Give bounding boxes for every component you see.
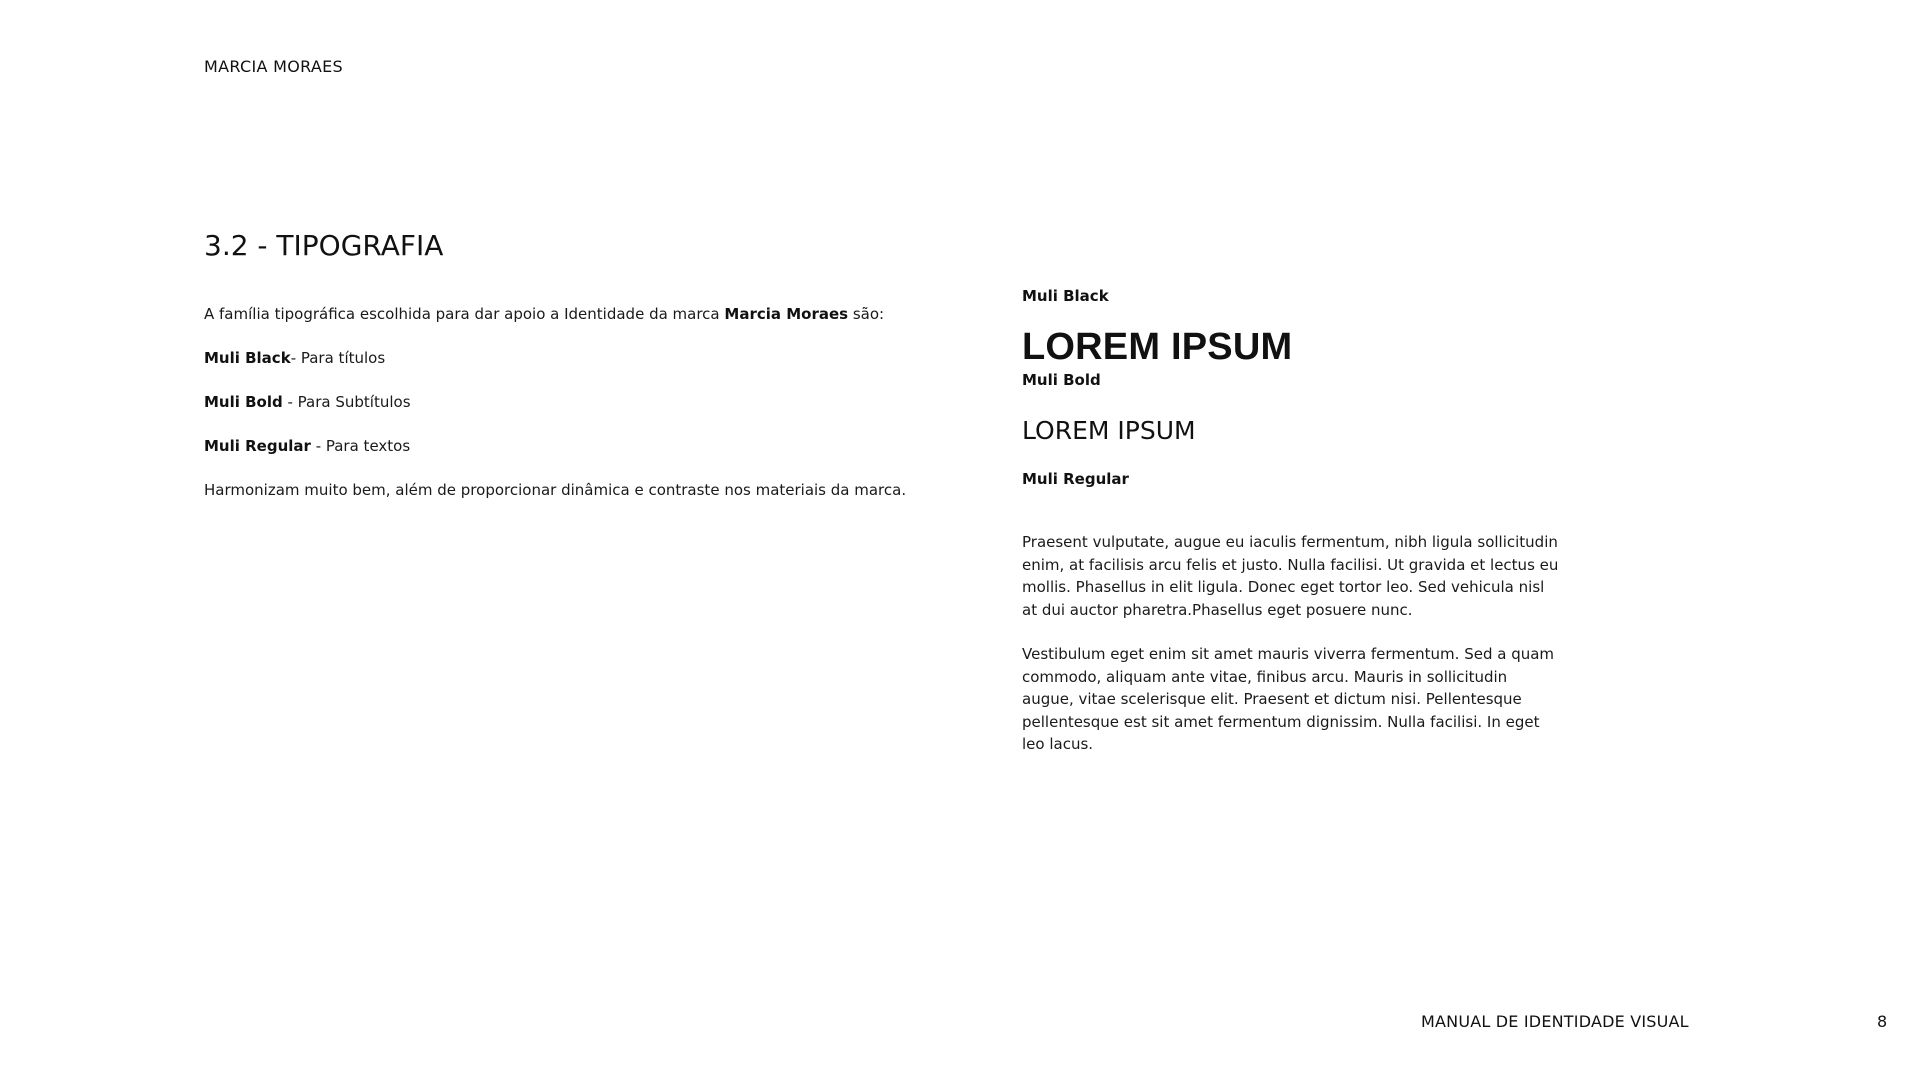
font-name: Muli Bold xyxy=(204,393,283,411)
brand-name: MARCIA MORAES xyxy=(204,57,343,76)
closing-paragraph: Harmonizam muito bem, além de proporcionar dinâmica e contraste nos materiais da marca. xyxy=(204,481,907,499)
font-list-item-bold xyxy=(204,391,984,413)
intro-text-after: são: xyxy=(848,305,885,323)
font-list-item-regular xyxy=(204,435,984,457)
specimen-sample-bold: LOREM IPSUM xyxy=(1022,416,1196,445)
font-usage: - Para títulos xyxy=(290,349,386,367)
specimen-label-bold: Muli Bold xyxy=(1022,371,1101,389)
specimen-label-black: Muli Black xyxy=(1022,287,1109,305)
font-name: Muli Black xyxy=(204,349,291,367)
specimen-sample-black: LOREM IPSUM xyxy=(1022,326,1293,368)
intro-text-before: A família tipográfica escolhida para dar apoio a Identidade da marca xyxy=(204,305,725,323)
intro-brand-name: Marcia Moraes xyxy=(724,305,849,323)
specimen-label-regular: Muli Regular xyxy=(1022,470,1129,488)
sample-paragraph: Vestibulum eget enim sit amet mauris viverra fermentum. Sed a quam commodo, aliquam ante vitae, finibus arcu. Mauris in sollicitudin augue, vitae scelerisque elit. Praesent et dictum nisi. Pellentesque pellentesque est sit amet fermentum dignissim. Nulla facilisi. In eget leo lacus. xyxy=(1022,645,1555,753)
specimen-sample-regular xyxy=(1022,531,1562,756)
font-usage: - Para textos xyxy=(310,437,411,455)
type-specimens xyxy=(1022,286,1562,778)
font-name: Muli Regular xyxy=(204,437,311,455)
font-list-item-black xyxy=(204,347,984,369)
font-usage: - Para Subtítulos xyxy=(282,393,411,411)
typography-description xyxy=(204,303,984,523)
footer-manual-title: MANUAL DE IDENTIDADE VISUAL xyxy=(1421,1012,1689,1031)
sample-paragraph: Praesent vulputate, augue eu iaculis fermentum, nibh ligula sollicitudin enim, at facilisis arcu felis et justo. Nulla facilisi. Ut gravida et lectus eu mollis. Phasellus in elit ligula. Donec eget tortor leo. Sed vehicula nisl at dui auctor pharetra.Phasellus eget posuere nunc. xyxy=(1022,533,1559,619)
intro-paragraph xyxy=(204,303,984,325)
section-title: 3.2 - TIPOGRAFIA xyxy=(204,229,444,262)
page-number: 8 xyxy=(1877,1012,1888,1031)
